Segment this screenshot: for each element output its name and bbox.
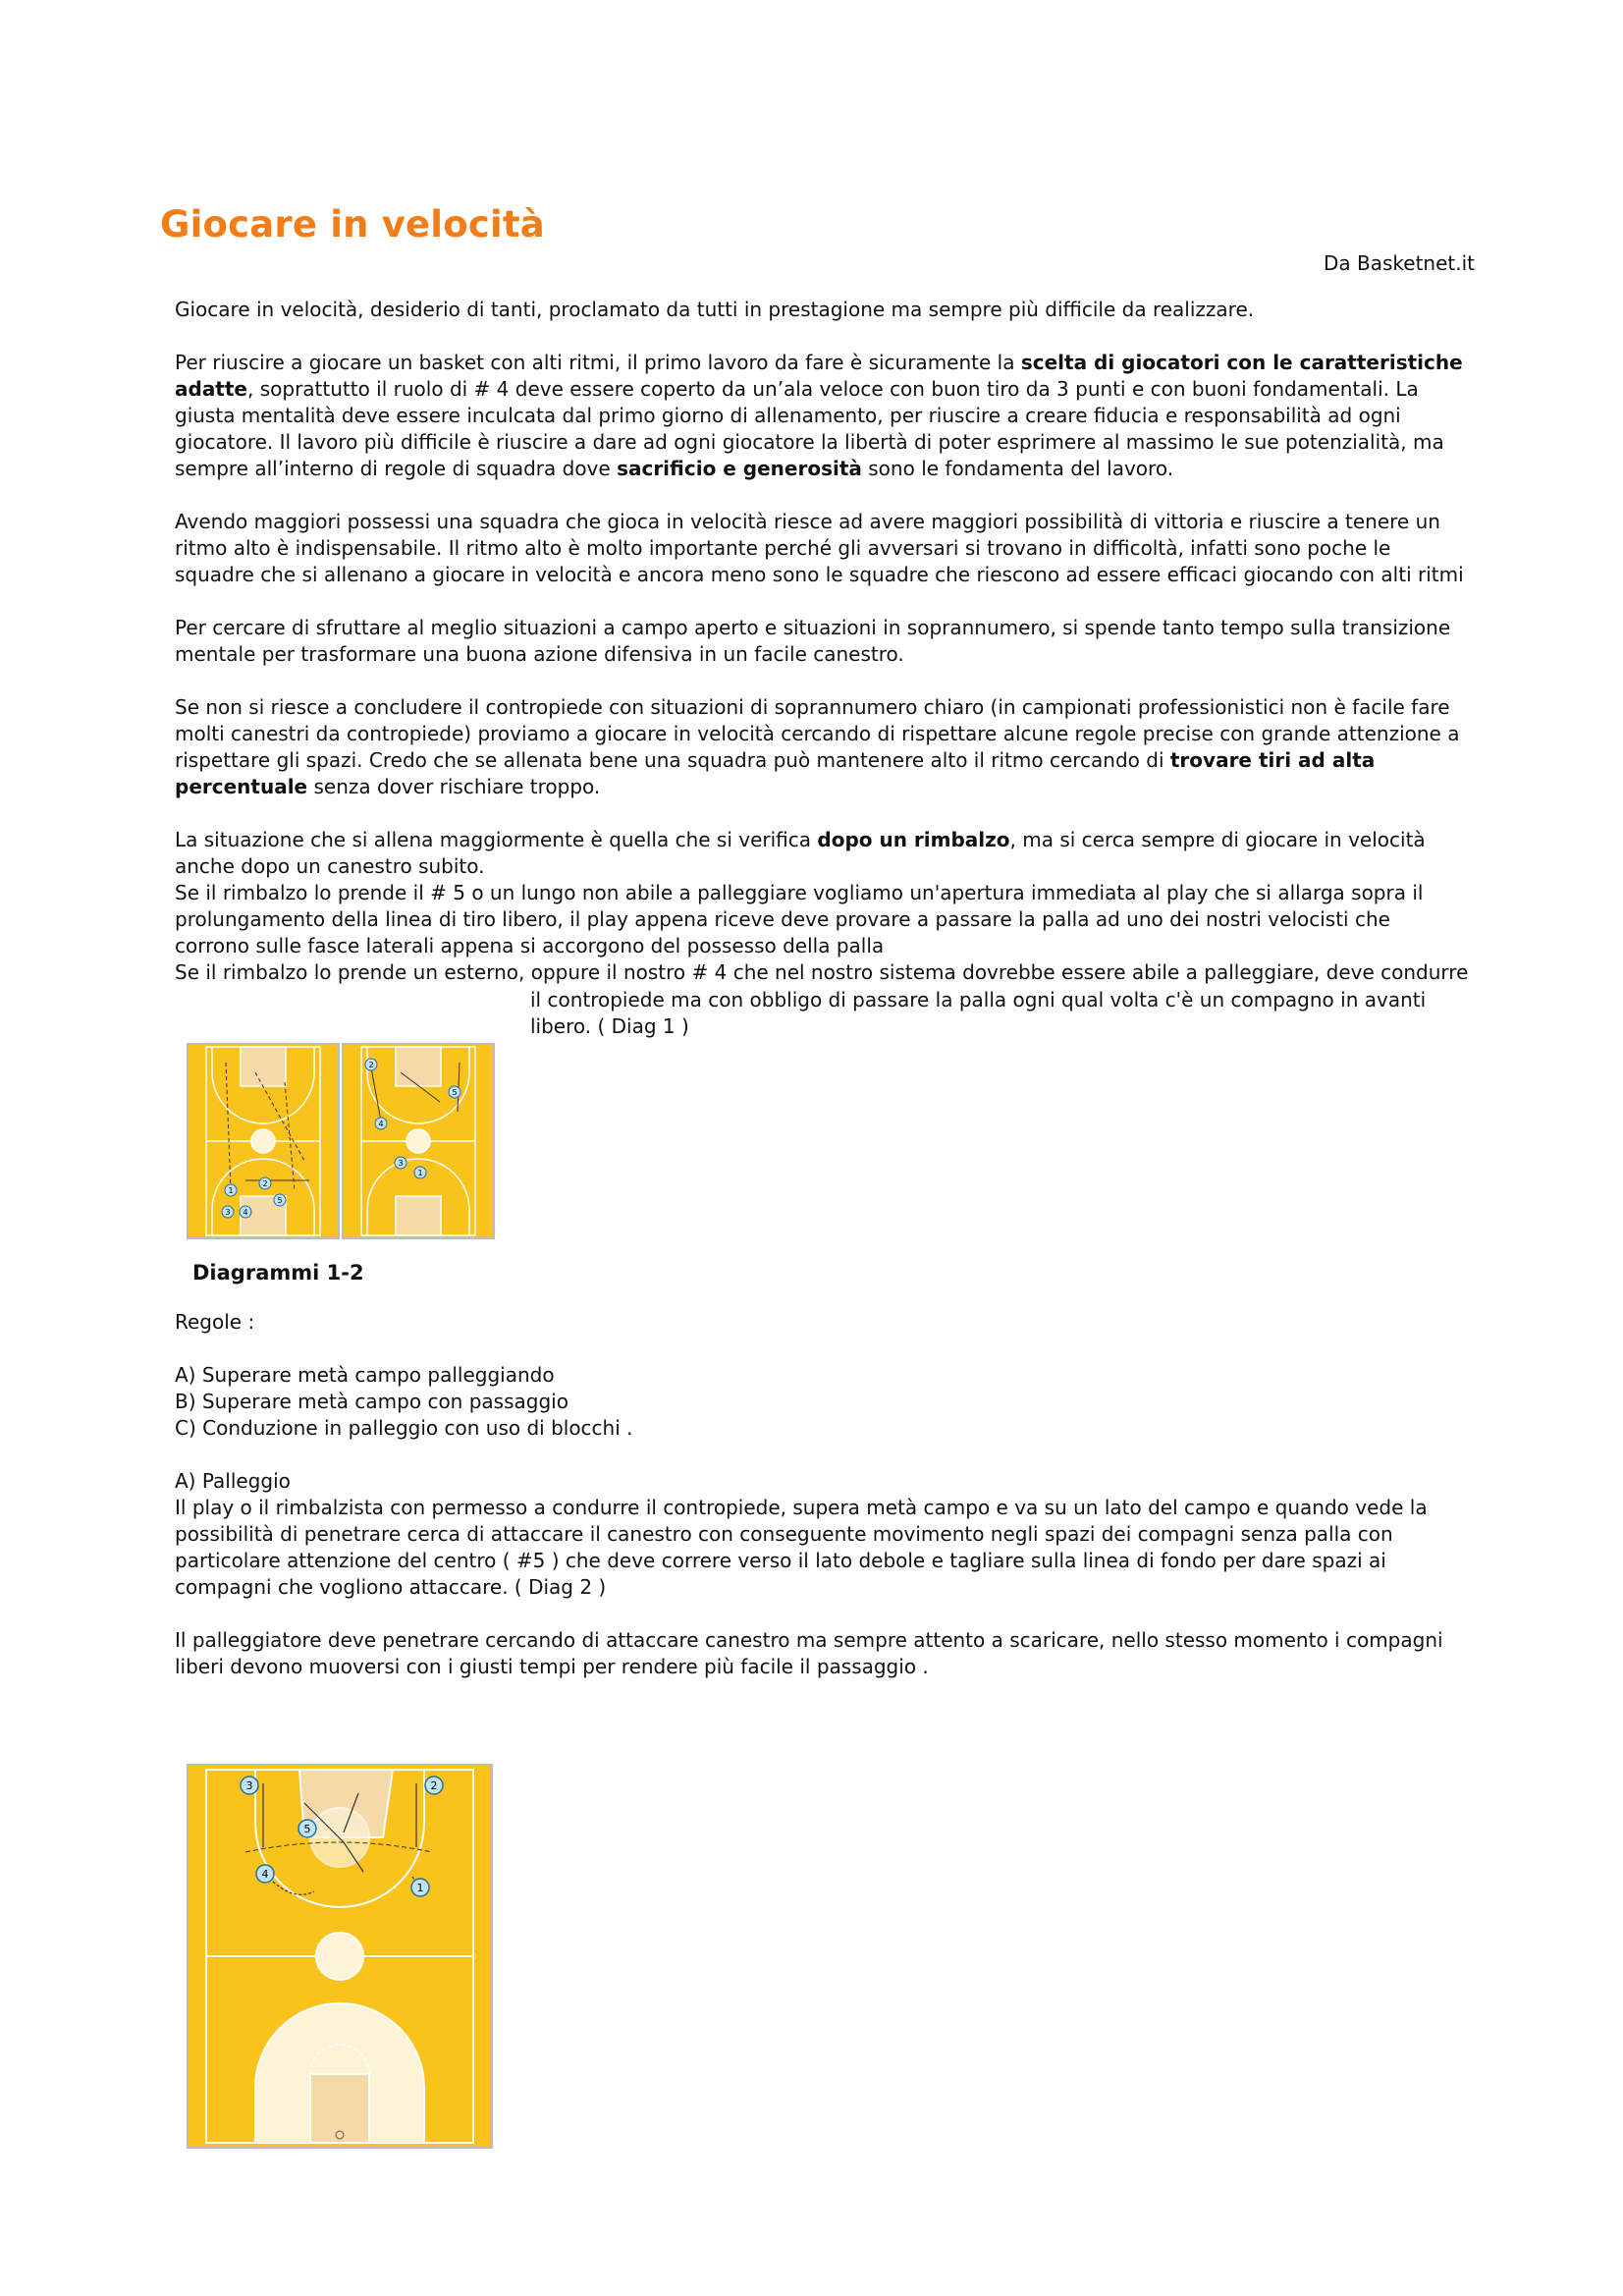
diagram-2-player-4 (375, 1118, 387, 1129)
paragraph-rhythm: Avendo maggiori possessi una squadra che gioca in velocità riesce ad avere maggiori possibilità di vittoria e riuscire a tenere un ritmo alto è indispensabile. Il ritmo alto è molto importante perché gli avversari si trovano in difficoltà, infatti sono poche le squadre che si allenano a giocare in velocità e ancora meno sono le squadre che riescono ad essere efficaci giocando con alti ritmi (175, 510, 1464, 586)
diagram-3 (187, 1764, 493, 2149)
diagram-caption: Diagrammi 1-2 (192, 1261, 364, 1285)
svg-text:3: 3 (398, 1159, 404, 1168)
diagram-1-player-2 (259, 1177, 271, 1189)
diagram-3-player-3 (241, 1777, 258, 1794)
article-body-top (175, 297, 1471, 986)
svg-text:4: 4 (243, 1208, 248, 1217)
source-credit: Da Basketnet.it (1324, 251, 1476, 275)
closing-paragraph: Il palleggiatore deve penetrare cercando di attaccare canestro ma sempre attento a scaricare, nello stesso momento i compagni liberi devono muoversi con i giusti tempi per rendere più facile il passaggio . (175, 1628, 1443, 1678)
paragraph-exterior-rest: il contropiede ma con obbligo di passare la palla ogni qual volta c'è un compagno in avanti libero. ( Diag 1 ) (530, 988, 1427, 1038)
svg-text:2: 2 (368, 1061, 374, 1069)
article-body-rules (175, 1309, 1471, 1680)
diagram-2-player-5 (449, 1086, 460, 1098)
paragraph-outlet: Se il rimbalzo lo prende il # 5 o un lungo non abile a palleggiare vogliamo un'apertura immediata al play che si allarga sopra il prolungamento della linea di tiro libero, il play appena riceve deve provare a passare la palla ad uno dei nostri velocisti che corrono sulle fasce laterali appena si accorgono del possesso della palla (175, 881, 1424, 957)
rule-item: A) Superare metà campo palleggiando (175, 1363, 555, 1387)
diagram-2-player-1 (414, 1167, 426, 1178)
svg-text:4: 4 (261, 1868, 269, 1881)
paragraph-exterior-line1: Se il rimbalzo lo prende un esterno, oppure il nostro # 4 che nel nostro sistema dovrebbe essere abile a palleggiare, deve condurre (175, 960, 1469, 984)
svg-text:1: 1 (228, 1186, 234, 1195)
rule-item: C) Conduzione in palleggio con uso di blocchi . (175, 1416, 633, 1440)
diagram-3-player-1 (411, 1879, 429, 1896)
svg-text:1: 1 (416, 1882, 424, 1894)
page-title: Giocare in velocità (160, 203, 545, 246)
diagram-3-player-4 (256, 1865, 274, 1883)
svg-text:2: 2 (262, 1179, 268, 1188)
svg-text:5: 5 (452, 1088, 458, 1097)
diagram-2-small (342, 1043, 495, 1239)
rule-item: B) Superare metà campo con passaggio (175, 1390, 568, 1413)
paragraph-rebound: La situazione che si allena maggiormente è quella che si verifica dopo un rimbalzo, ma si cerca sempre di giocare in velocità anche dopo un canestro subito. (175, 828, 1426, 878)
diagram-1-player-5 (274, 1194, 286, 1206)
section-a-title: A) Palleggio (175, 1469, 291, 1493)
intro-paragraph: Giocare in velocità, desiderio di tanti, proclamato da tutti in prestagione ma sempre più difficile da realizzare. (175, 298, 1255, 321)
svg-text:5: 5 (277, 1196, 283, 1205)
svg-text:4: 4 (378, 1120, 384, 1128)
rules-heading: Regole : (175, 1310, 255, 1334)
diagram-1-player-3 (222, 1206, 234, 1218)
diagram-2-player-2 (365, 1059, 377, 1070)
diagram-3-player-5 (298, 1820, 316, 1837)
svg-text:3: 3 (245, 1779, 253, 1792)
diagram-3-player-2 (425, 1777, 443, 1794)
section-a-text: Il play o il rimbalzista con permesso a condurre il contropiede, supera metà campo e va su un lato del campo e quando vede la possibilità di penetrare cerca di attaccare il canestro con conseguente movimento negli spazi dei compagni senza palla con particolare attenzione del centro ( #5 ) che deve correre verso il lato debole e tagliare sulla linea di fondo per dare spazi ai compagni che vogliono attaccare. ( Diag 2 ) (175, 1496, 1428, 1599)
svg-text:5: 5 (303, 1823, 311, 1835)
paragraph-players: Per riuscire a giocare un basket con alti ritmi, il primo lavoro da fare è sicuramente la scelta di giocatori con le caratteristiche adatte, soprattutto il ruolo di # 4 deve essere coperto da un’ala veloce con buon tiro da 3 punti e con buoni fondamentali. La giusta mentalità deve essere inculcata dal primo giorno di allenamento, per riuscire a creare fiducia e responsabilità ad ogni giocatore. Il lavoro più difficile è riuscire a dare ad ogni giocatore la libertà di poter esprimere al massimo le sue potenzialità, ma sempre all’interno di regole di squadra dove sacrificio e generosità sono le fondamenta del lavoro. (175, 351, 1463, 480)
svg-text:2: 2 (430, 1779, 438, 1792)
svg-text:1: 1 (417, 1169, 423, 1177)
paragraph-counterattack: Se non si riesce a concludere il contropiede con situazioni di soprannumero chiaro (in campionati professionistici non è facile fare molti canestri da contropiede) proviamo a giocare in velocità cercando di rispettare alcune regole precise con grande attenzione a rispettare gli spazi. Credo che se allenata bene una squadra può mantenere alto il ritmo cercando di trovare tiri ad alta percentuale senza dover rischiare troppo. (175, 695, 1460, 798)
diagram-2-player-3 (395, 1157, 406, 1169)
diagram-1 (187, 1043, 340, 1239)
diagram-1-player-4 (240, 1206, 251, 1218)
paragraph-transition: Per cercare di sfruttare al meglio situazioni a campo aperto e situazioni in soprannumero, si spende tanto tempo sulla transizione mentale per trasformare una buona azione difensiva in un facile canestro. (175, 616, 1451, 666)
diagram-1-player-1 (225, 1184, 237, 1196)
svg-text:3: 3 (225, 1208, 231, 1217)
